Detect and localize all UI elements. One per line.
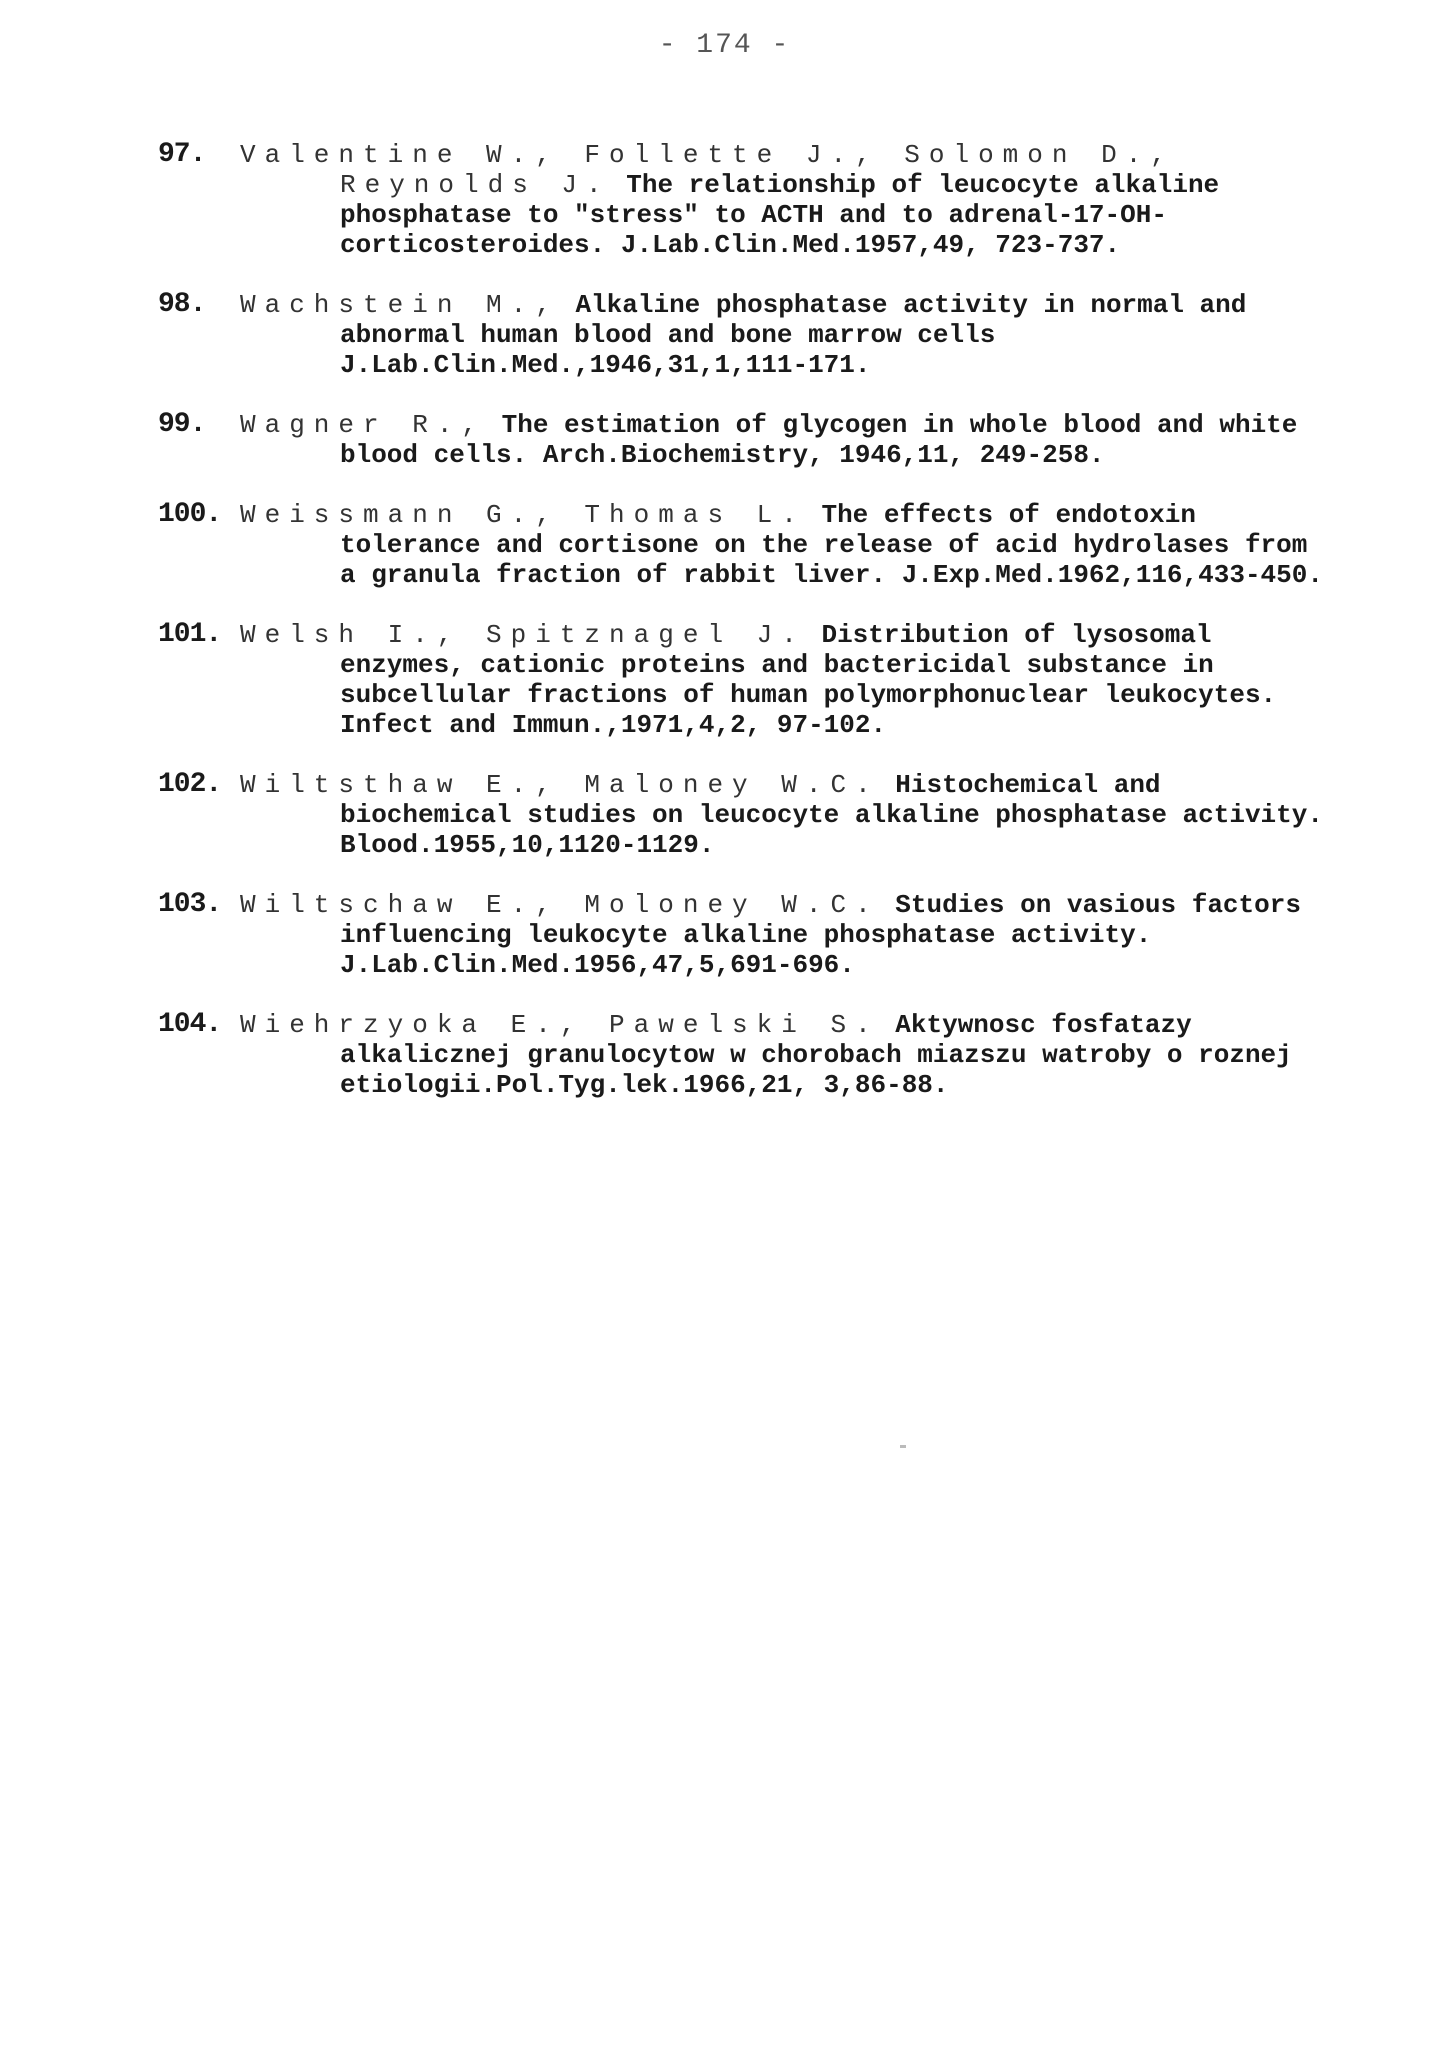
reference-text	[240, 620, 1330, 740]
reference-item	[150, 620, 1330, 740]
reference-number: 103.	[158, 889, 222, 920]
reference-number: 104.	[158, 1009, 222, 1040]
reference-list	[150, 140, 1330, 1130]
reference-text	[240, 140, 1330, 260]
reference-citation: The effects of endotoxin tolerance and cortisone on the release of acid hydrolases from a granula fraction of rabbit liver. J.Exp.Med.1962,116,433-450.	[340, 500, 1323, 590]
reference-text	[240, 1010, 1330, 1100]
reference-item	[150, 890, 1330, 980]
reference-number: 99.	[158, 409, 206, 440]
reference-authors: Welsh I., Spitznagel J.	[240, 620, 806, 650]
reference-text	[240, 290, 1330, 380]
reference-number: 101.	[158, 619, 222, 650]
reference-item	[150, 140, 1330, 260]
reference-text	[240, 770, 1330, 860]
reference-citation: Studies on vasious factors influencing leukocyte alkaline phosphatase activity. J.Lab.Clin.Med.1956,47,5,691-696.	[340, 890, 1301, 980]
reference-authors: Valentine W., Follette J., Solomon D., Reynolds J.	[240, 140, 1175, 200]
reference-citation: The estimation of glycogen in whole blood and white blood cells. Arch.Biochemistry, 1946,11, 249-258.	[340, 410, 1298, 470]
reference-authors: Weissmann G., Thomas L.	[240, 500, 806, 530]
reference-item	[150, 410, 1330, 470]
reference-authors: Wachstein M.,	[240, 290, 560, 320]
page-number: - 174 -	[658, 30, 791, 61]
reference-authors: Wagner R.,	[240, 410, 487, 440]
scan-speck	[900, 1445, 906, 1448]
reference-authors: Wiltsthaw E., Maloney W.C.	[240, 770, 880, 800]
reference-item	[150, 290, 1330, 380]
reference-citation: The relationship of leucocyte alkaline phosphatase to "stress" to ACTH and to adrenal-17-OH-corticosteroides. J.Lab.Clin.Med.1957,49, 723-737.	[340, 170, 1220, 260]
reference-text	[240, 500, 1330, 590]
reference-text	[240, 410, 1330, 470]
reference-citation: Histochemical and biochemical studies on leucocyte alkaline phosphatase activity. Blood.1955,10,1120-1129.	[340, 770, 1323, 860]
reference-number: 100.	[158, 499, 222, 530]
reference-citation: Aktywnosc fosfatazy alkalicznej granulocytow w chorobach miazszu watroby o roznej etiologii.Pol.Tyg.lek.1966,21, 3,86-88.	[340, 1010, 1292, 1100]
reference-number: 97.	[158, 139, 206, 170]
reference-item	[150, 500, 1330, 590]
reference-number: 102.	[158, 769, 222, 800]
reference-citation: Distribution of lysosomal enzymes, cationic proteins and bactericidal substance in subcellular fractions of human polymorphonuclear leukocytes. Infect and Immun.,1971,4,2, 97-102.	[340, 620, 1277, 740]
reference-item	[150, 1010, 1330, 1100]
reference-citation: Alkaline phosphatase activity in normal and abnormal human blood and bone marrow cells J.Lab.Clin.Med.,1946,31,1,111-171.	[340, 290, 1247, 380]
reference-authors: Wiltschaw E., Moloney W.C.	[240, 890, 880, 920]
reference-item	[150, 770, 1330, 860]
reference-number: 98.	[158, 289, 206, 320]
reference-authors: Wiehrzyoka E., Pawelski S.	[240, 1010, 880, 1040]
reference-text	[240, 890, 1330, 980]
